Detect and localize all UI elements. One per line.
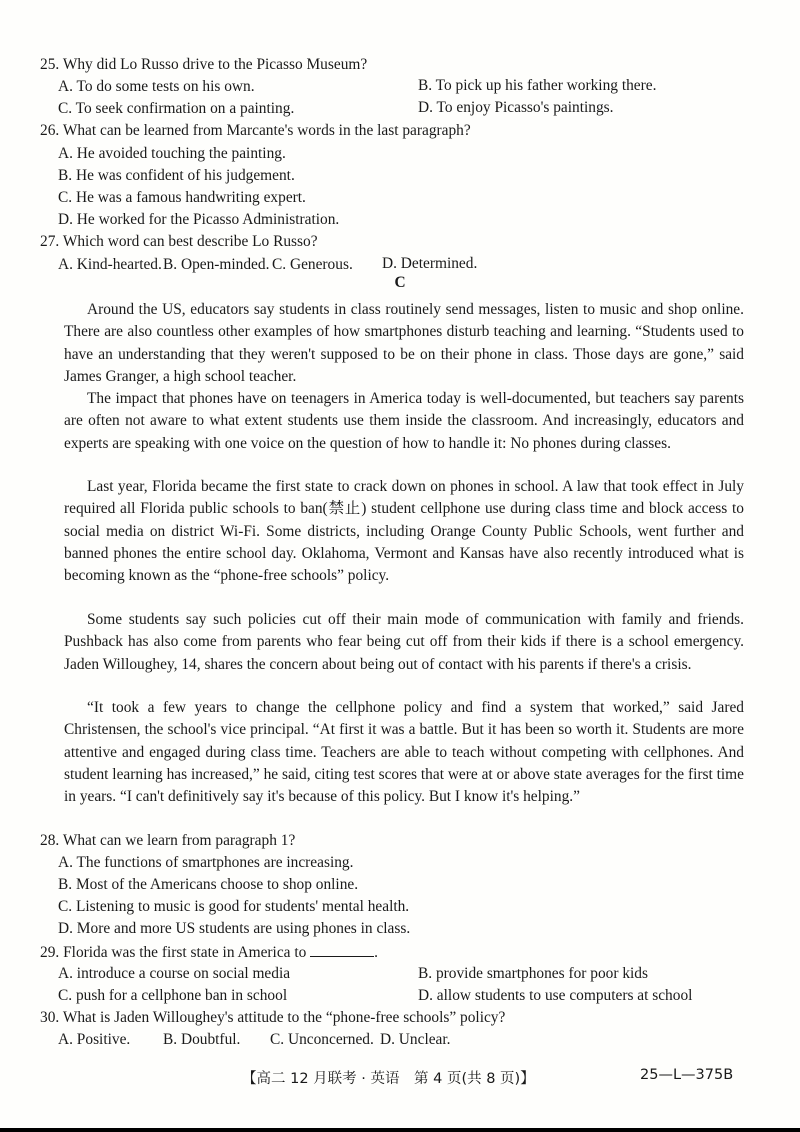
question-27 (40, 232, 318, 252)
passage-paragraph-1: Around the US, educators say students in class routinely send messages, listen to music and shop online. There are also countless other examples of how smartphones disturb teaching and learning. “Students used to have an understanding that they weren't supposed to be on their phone in class. Those days are gone,” said James Granger, a high school teacher. (64, 301, 744, 385)
option-28d: D. More and more US students are using phones in class. (58, 920, 411, 937)
option-26b: B. He was confident of his judgement. (58, 167, 295, 184)
question-29 (40, 942, 378, 963)
question-stem: Florida was the first state in America to (63, 944, 307, 961)
question-number: 28. (40, 832, 60, 849)
question-28 (40, 831, 295, 851)
option-25d: D. To enjoy Picasso's paintings. (418, 99, 614, 116)
question-number: 25. (40, 56, 60, 73)
question-number: 29. (40, 944, 60, 961)
option-30d: D. Unclear. (380, 1031, 451, 1048)
passage-paragraph-5: “It took a few years to change the cellphone policy and find a system that worked,” said Jared Christensen, the school's vice principal. “At first it was a battle. But it has been so worth it. Students are more attentive and engaged during class time. Teachers are able to teach without competing with cellphones. And student learning has increased,” he said, citing test scores that were at or above state averages for the first time in years. “I can't definitively say it's because of this policy. But I know it's helping.” (64, 699, 744, 806)
question-number: 30. (40, 1009, 60, 1026)
passage-paragraph-3: Last year, Florida became the first state to crack down on phones in school. A law that took effect in July required all Florida public schools to ban(禁止) student cellphone use during class time and block access to social media on district Wi-Fi. Some districts, including Orange County Public Schools, went further and banned phones the entire school day. Oklahoma, Vermont and Kansas have also recently introduced what is becoming known as the “phone-free schools” policy. (64, 478, 744, 585)
question-stem: Which word can best describe Lo Russo? (62, 233, 318, 250)
option-29c: C. push for a cellphone ban in school (58, 987, 288, 1004)
option-30a: A. Positive. (58, 1031, 131, 1048)
option-25b: B. To pick up his father working there. (418, 77, 657, 94)
option-28a: A. The functions of smartphones are increasing. (58, 854, 354, 871)
stem-end: . (374, 944, 379, 961)
question-stem: Why did Lo Russo drive to the Picasso Museum? (62, 56, 368, 73)
question-25 (40, 55, 367, 75)
option-30b: B. Doubtful. (163, 1031, 241, 1048)
option-26a: A. He avoided touching the painting. (58, 145, 286, 162)
option-27a: A. Kind-hearted. (58, 256, 162, 273)
option-27c: C. Generous. (272, 256, 353, 273)
question-number: 27. (40, 233, 60, 250)
page-footer-code: 25—L—375B (640, 1067, 734, 1083)
option-26c: C. He was a famous handwriting expert. (58, 189, 306, 206)
option-30c: C. Unconcerned. (270, 1031, 374, 1048)
option-29d: D. allow students to use computers at school (418, 987, 693, 1004)
question-26 (40, 121, 471, 141)
section-label: C (394, 274, 406, 291)
bottom-border (0, 1128, 800, 1132)
question-30 (40, 1008, 505, 1028)
page-footer-title: 【高二 12 月联考 · 英语 第 4 页(共 8 页)】 (242, 1071, 535, 1087)
option-28c: C. Listening to music is good for students' mental health. (58, 898, 410, 915)
question-stem: What is Jaden Willoughey's attitude to the “phone-free schools” policy? (62, 1009, 506, 1026)
option-28b: B. Most of the Americans choose to shop online. (58, 876, 359, 893)
question-number: 26. (40, 122, 60, 139)
passage-paragraph-2: The impact that phones have on teenagers in America today is well-documented, but teachers say parents are often not aware to what extent students use them inside the classroom. And increasingly, educators and experts are speaking with one voice on the question of how to handle it: No phones during classes. (64, 390, 744, 452)
passage-paragraph-4: Some students say such policies cut off their main mode of communication with family and friends. Pushback has also come from parents who fear being cut off from their kids if there is a school emergency. Jaden Willoughey, 14, shares the concern about being out of contact with his parents if there's a crisis. (64, 611, 744, 673)
option-25a: A. To do some tests on his own. (58, 78, 255, 95)
option-26d: D. He worked for the Picasso Administration. (58, 211, 340, 228)
option-27b: B. Open-minded. (163, 256, 270, 273)
option-29b: B. provide smartphones for poor kids (418, 965, 648, 982)
option-25c: C. To seek confirmation on a painting. (58, 100, 295, 117)
answer-blank (310, 942, 374, 957)
option-29a: A. introduce a course on social media (58, 965, 291, 982)
question-stem: What can we learn from paragraph 1? (62, 832, 296, 849)
option-27d: D. Determined. (382, 255, 478, 272)
question-stem: What can be learned from Marcante's words in the last paragraph? (62, 122, 471, 139)
